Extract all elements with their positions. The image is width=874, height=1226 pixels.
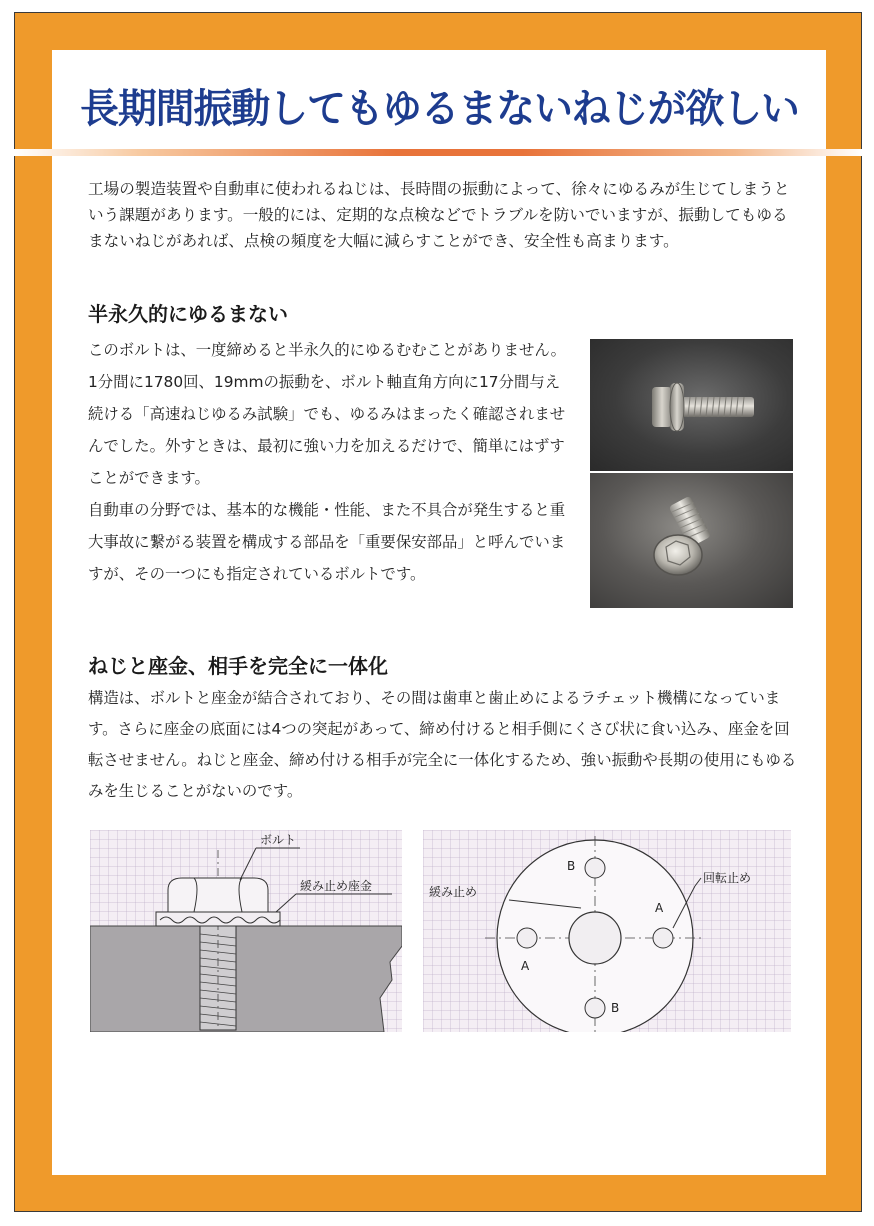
- washer-bottom-diagram: [423, 830, 791, 1032]
- point-b-top-label: B: [567, 859, 576, 873]
- bolt-cross-section-diagram: [90, 830, 402, 1032]
- point-b-bottom-label: B: [611, 1001, 620, 1015]
- section1-body: [88, 334, 574, 590]
- section1-paragraph: このボルトは、一度締めると半永久的にゆるむむことがありません。: [88, 341, 567, 359]
- loosen-stop-label: 緩み止め: [429, 885, 478, 899]
- page-title: 長期間振動してもゆるまないねじが欲しい: [79, 85, 799, 132]
- section1-heading: 半永久的にゆるまない: [88, 302, 288, 326]
- title-underline: [14, 149, 862, 156]
- bolt-photo-angle: [590, 473, 793, 608]
- title-band: [52, 62, 826, 148]
- point-a-right-label: A: [655, 901, 664, 915]
- washer-label: 緩み止め座金: [300, 879, 373, 893]
- section2-body: 構造は、ボルトと座金が結合されており、その間は歯車と歯止めによるラチェット機構になっています。さらに座金の底面には4つの突起があって、締め付けると相手側にくさび状に食い込み、座金を回転させません。ねじと座金、締め付ける相手が完全に一体化するため、強い振動や長期の使用にもゆるみを生じることがないのです。: [88, 689, 797, 800]
- intro-paragraph: 工場の製造装置や自動車に使われるねじは、長時間の振動によって、徐々にゆるみが生じてしまうという課題があります。一般的には、定期的な点検などでトラブルを防いでいますが、振動してもゆるまないねじがあれば、点検の頻度を大幅に減らすことができ、安全性も高まります。: [88, 180, 790, 250]
- bolt-photo-side: [590, 339, 793, 471]
- point-a-left-label: A: [521, 959, 530, 973]
- section2-heading: ねじと座金、相手を完全に一体化: [88, 654, 388, 678]
- bolt-label: ボルト: [260, 833, 297, 847]
- rotation-stop-label: 回転止め: [703, 871, 752, 885]
- section1-paragraph: 自動車の分野では、基本的な機能・性能、また不具合が発生すると重大事故に繋がる装置を構成する部品を「重要保安部品」と呼んでいますが、その一つにも指定されているボルトです。: [88, 501, 566, 583]
- section1-paragraph: 1分間に1780回、19mmの振動を、ボルト軸直角方向に17分間与え続ける「高速ねじゆるみ試験」でも、ゆるみはまったく確認されませんでした。外すときは、最初に強い力を加えるだけで、簡単にはずすことができます。: [88, 373, 566, 487]
